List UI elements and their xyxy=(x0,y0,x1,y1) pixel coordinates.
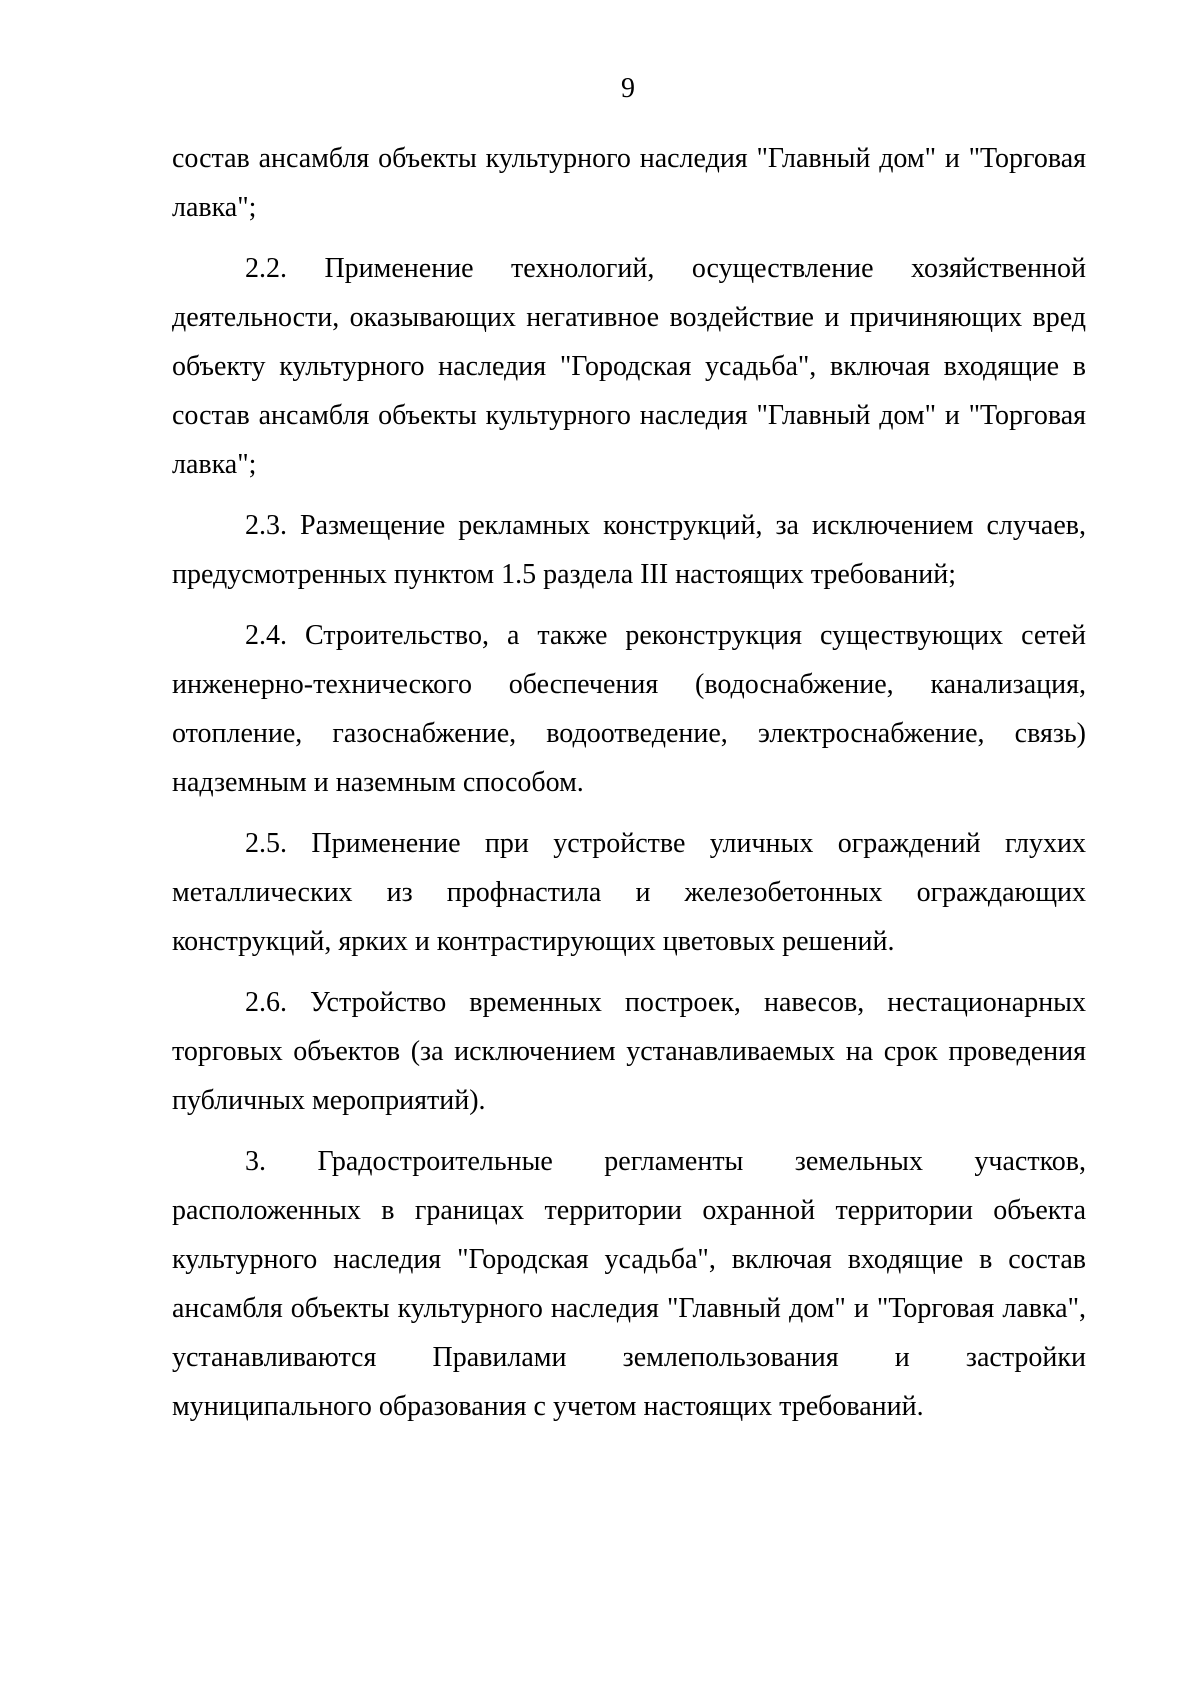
paragraph-item-2-4: 2.4. Строительство, а также реконструкция существующих сетей инженерно-технического обеспечения (водоснабжение, канализация, отопление, газоснабжение, водоотведение, электроснабжение, связь) надземным и наземным способом. xyxy=(172,620,1086,798)
paragraph-item-2-3: 2.3. Размещение рекламных конструкций, за исключением случаев, предусмотренных пунктом 1.5 раздела III настоящих требований; xyxy=(172,510,1086,590)
paragraph-continuation: состав ансамбля объекты культурного наследия "Главный дом" и "Торговая лавка"; xyxy=(172,143,1086,223)
paragraph-item-2-5: 2.5. Применение при устройстве уличных ограждений глухих металлических из профнастила и железобетонных ограждающих конструкций, ярких и контрастирующих цветовых решений. xyxy=(172,828,1086,957)
paragraph-item-3: 3. Градостроительные регламенты земельных участков, расположенных в границах территории охранной территории объекта культурного наследия "Городская усадьба", включая входящие в состав ансамбля объекты культурного наследия "Главный дом" и "Торговая лавка", устанавливаются Правилами землепользования и застройки муниципального образования с учетом настоящих требований. xyxy=(172,1146,1086,1422)
paragraph-item-2-6: 2.6. Устройство временных построек, навесов, нестационарных торговых объектов (за исключением устанавливаемых на срок проведения публичных мероприятий). xyxy=(172,987,1086,1116)
document-body xyxy=(172,134,1086,1443)
paragraph-item-2-2: 2.2. Применение технологий, осуществление хозяйственной деятельности, оказывающих негативное воздействие и причиняющих вред объекту культурного наследия "Городская усадьба", включая входящие в состав ансамбля объекты культурного наследия "Главный дом" и "Торговая лавка"; xyxy=(172,253,1086,480)
page-number: 9 xyxy=(621,73,635,104)
